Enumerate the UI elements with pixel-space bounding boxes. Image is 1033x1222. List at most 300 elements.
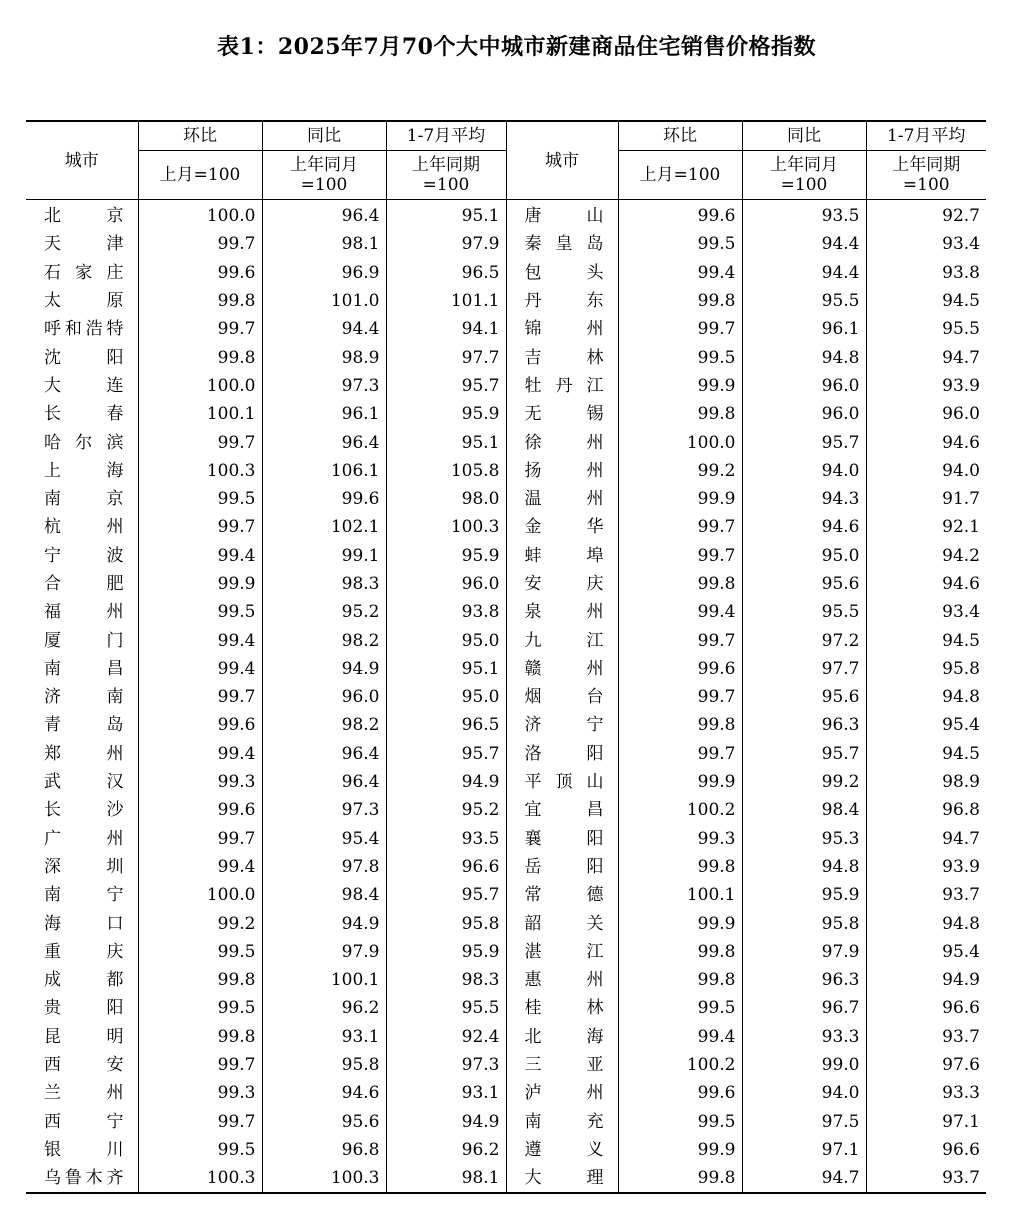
cell-mom-right: 99.8 [618, 938, 742, 966]
table-row [26, 655, 986, 683]
cell-mom-right: 99.8 [618, 711, 742, 739]
cell-avg-left: 96.0 [386, 570, 506, 598]
table-row [26, 230, 986, 258]
cell-city-right: 无锡 [506, 400, 618, 428]
cell-city-left: 重庆 [26, 938, 138, 966]
cell-yoy-right: 97.5 [742, 1108, 866, 1136]
header-mom-base-right: 上月=100 [618, 151, 742, 200]
cell-mom-right: 99.2 [618, 457, 742, 485]
cell-mom-left: 99.4 [138, 853, 262, 881]
cell-yoy-right: 94.4 [742, 259, 866, 287]
cell-avg-left: 93.5 [386, 825, 506, 853]
cell-city-right: 平顶山 [506, 768, 618, 796]
header-mom-left: 环比 [138, 121, 262, 151]
cell-city-left: 深圳 [26, 853, 138, 881]
cell-yoy-right: 95.7 [742, 740, 866, 768]
cell-city-left: 合肥 [26, 570, 138, 598]
cell-avg-right: 93.8 [942, 262, 980, 283]
cell-avg-right: 93.7 [942, 1026, 980, 1047]
cell-avg-right: 93.9 [942, 375, 980, 396]
cell-avg-left: 96.2 [386, 1136, 506, 1164]
cell-city-right: 扬州 [506, 457, 618, 485]
table-row [26, 938, 986, 966]
cell-avg-right: 93.7 [942, 885, 980, 906]
cell-yoy-right: 96.7 [742, 994, 866, 1022]
cell-avg-right: 95.4 [942, 941, 980, 962]
cell-avg-left: 95.2 [386, 796, 506, 824]
cell-mom-right: 100.2 [618, 796, 742, 824]
header-yoy-right: 同比 [742, 121, 866, 151]
cell-city-right: 烟台 [506, 683, 618, 711]
cell-avg-left: 95.8 [386, 909, 506, 937]
cell-avg-right: 96.6 [942, 998, 980, 1019]
cell-yoy-left: 96.8 [262, 1136, 386, 1164]
cell-city-left: 福州 [26, 598, 138, 626]
cell-city-right: 韶关 [506, 909, 618, 937]
table-row [26, 287, 986, 315]
cell-yoy-left: 97.3 [262, 372, 386, 400]
table-row [26, 1164, 986, 1193]
cell-avg-left: 95.9 [386, 400, 506, 428]
cell-city-left: 石家庄 [26, 259, 138, 287]
cell-avg-left: 95.1 [386, 655, 506, 683]
cell-yoy-right: 94.4 [742, 230, 866, 258]
cell-mom-left: 100.0 [138, 881, 262, 909]
cell-mom-left: 99.2 [138, 909, 262, 937]
cell-yoy-right: 95.9 [742, 881, 866, 909]
cell-avg-right: 97.1 [942, 1111, 980, 1132]
cell-avg-left: 96.5 [386, 711, 506, 739]
cell-avg-left: 97.3 [386, 1051, 506, 1079]
cell-city-left: 呼和浩特 [26, 315, 138, 343]
cell-mom-left: 99.8 [138, 1023, 262, 1051]
cell-avg-right: 94.5 [942, 743, 980, 764]
cell-city-right: 济宁 [506, 711, 618, 739]
table-row [26, 966, 986, 994]
cell-city-right: 泉州 [506, 598, 618, 626]
cell-city-right: 金华 [506, 513, 618, 541]
cell-city-right: 岳阳 [506, 853, 618, 881]
cell-city-right: 襄阳 [506, 825, 618, 853]
table-body [26, 200, 986, 1194]
cell-city-left: 宁波 [26, 542, 138, 570]
cell-city-right: 九江 [506, 626, 618, 654]
cell-avg-right: 93.4 [942, 234, 980, 255]
cell-mom-left: 100.0 [138, 200, 262, 231]
cell-mom-left: 99.4 [138, 542, 262, 570]
cell-mom-left: 99.7 [138, 1051, 262, 1079]
table-row [26, 598, 986, 626]
cell-city-left: 长春 [26, 400, 138, 428]
cell-yoy-left: 102.1 [262, 513, 386, 541]
cell-avg-right: 92.7 [942, 206, 980, 227]
cell-avg-left: 95.9 [386, 542, 506, 570]
cell-yoy-left: 97.3 [262, 796, 386, 824]
cell-mom-left: 99.7 [138, 230, 262, 258]
cell-yoy-right: 93.5 [742, 200, 866, 231]
table-row [26, 315, 986, 343]
table-row [26, 570, 986, 598]
cell-yoy-left: 96.9 [262, 259, 386, 287]
cell-avg-right: 94.8 [942, 687, 980, 708]
cell-city-left: 乌鲁木齐 [26, 1164, 138, 1193]
cell-mom-left: 99.5 [138, 598, 262, 626]
cell-city-left: 南宁 [26, 881, 138, 909]
cell-mom-right: 99.8 [618, 570, 742, 598]
cell-yoy-left: 98.4 [262, 881, 386, 909]
table-row [26, 542, 986, 570]
table-row [26, 881, 986, 909]
cell-mom-left: 99.7 [138, 825, 262, 853]
cell-mom-right: 99.7 [618, 513, 742, 541]
cell-yoy-left: 94.9 [262, 909, 386, 937]
header-yoy-base-right: 上年同月 =100 [742, 151, 866, 200]
cell-city-right: 泸州 [506, 1079, 618, 1107]
cell-yoy-left: 99.6 [262, 485, 386, 513]
cell-mom-left: 99.7 [138, 428, 262, 456]
cell-yoy-right: 95.5 [742, 287, 866, 315]
cell-mom-left: 99.5 [138, 1136, 262, 1164]
cell-yoy-left: 95.2 [262, 598, 386, 626]
cell-city-left: 太原 [26, 287, 138, 315]
cell-yoy-left: 96.1 [262, 400, 386, 428]
cell-yoy-right: 97.1 [742, 1136, 866, 1164]
header-yoy-left: 同比 [262, 121, 386, 151]
cell-avg-right: 94.7 [942, 347, 980, 368]
table-row [26, 343, 986, 371]
table-row [26, 372, 986, 400]
cell-avg-left: 93.1 [386, 1079, 506, 1107]
cell-mom-right: 99.5 [618, 994, 742, 1022]
cell-yoy-left: 94.6 [262, 1079, 386, 1107]
cell-city-right: 吉林 [506, 343, 618, 371]
cell-mom-right: 100.2 [618, 1051, 742, 1079]
cell-city-left: 海口 [26, 909, 138, 937]
cell-avg-right: 96.8 [942, 800, 980, 821]
cell-yoy-right: 95.3 [742, 825, 866, 853]
cell-yoy-left: 99.1 [262, 542, 386, 570]
cell-yoy-right: 95.6 [742, 683, 866, 711]
cell-mom-right: 100.1 [618, 881, 742, 909]
cell-avg-right: 94.5 [942, 630, 980, 651]
cell-avg-left: 95.9 [386, 938, 506, 966]
cell-city-right: 遵义 [506, 1136, 618, 1164]
cell-yoy-left: 95.6 [262, 1108, 386, 1136]
cell-avg-right: 95.8 [942, 658, 980, 679]
cell-mom-right: 99.7 [618, 542, 742, 570]
header-avg-base-right: 上年同期 =100 [866, 151, 986, 200]
cell-mom-right: 99.9 [618, 768, 742, 796]
cell-yoy-left: 97.9 [262, 938, 386, 966]
cell-mom-left: 99.4 [138, 740, 262, 768]
cell-yoy-left: 101.0 [262, 287, 386, 315]
cell-mom-right: 99.4 [618, 1023, 742, 1051]
cell-yoy-right: 93.3 [742, 1023, 866, 1051]
cell-mom-right: 99.8 [618, 853, 742, 881]
cell-yoy-right: 95.7 [742, 428, 866, 456]
cell-mom-right: 99.5 [618, 1108, 742, 1136]
cell-yoy-right: 94.0 [742, 457, 866, 485]
cell-mom-right: 99.9 [618, 485, 742, 513]
cell-avg-left: 94.9 [386, 1108, 506, 1136]
table-row [26, 711, 986, 739]
cell-mom-left: 100.3 [138, 457, 262, 485]
cell-mom-left: 99.5 [138, 994, 262, 1022]
cell-mom-left: 99.4 [138, 626, 262, 654]
cell-city-left: 西宁 [26, 1108, 138, 1136]
cell-city-left: 长沙 [26, 796, 138, 824]
cell-city-right: 桂林 [506, 994, 618, 1022]
cell-mom-left: 99.3 [138, 768, 262, 796]
cell-mom-right: 99.4 [618, 598, 742, 626]
cell-yoy-right: 94.0 [742, 1079, 866, 1107]
cell-avg-left: 94.1 [386, 315, 506, 343]
table-row [26, 428, 986, 456]
cell-mom-left: 100.1 [138, 400, 262, 428]
cell-avg-right: 96.0 [942, 404, 980, 425]
table-row [26, 200, 986, 231]
cell-yoy-right: 96.3 [742, 711, 866, 739]
cell-yoy-left: 96.2 [262, 994, 386, 1022]
cell-avg-left: 98.1 [386, 1164, 506, 1193]
cell-city-right: 安庆 [506, 570, 618, 598]
cell-mom-right: 99.6 [618, 200, 742, 231]
cell-city-left: 南京 [26, 485, 138, 513]
cell-mom-right: 99.9 [618, 1136, 742, 1164]
cell-city-right: 南充 [506, 1108, 618, 1136]
cell-city-right: 徐州 [506, 428, 618, 456]
cell-avg-left: 93.8 [386, 598, 506, 626]
cell-avg-left: 105.8 [386, 457, 506, 485]
cell-city-left: 兰州 [26, 1079, 138, 1107]
cell-mom-right: 99.7 [618, 740, 742, 768]
cell-yoy-right: 96.0 [742, 400, 866, 428]
cell-avg-right: 93.4 [942, 602, 980, 623]
cell-avg-right: 95.5 [942, 319, 980, 340]
cell-yoy-left: 93.1 [262, 1023, 386, 1051]
cell-yoy-right: 94.8 [742, 853, 866, 881]
cell-mom-left: 99.6 [138, 711, 262, 739]
cell-yoy-left: 95.4 [262, 825, 386, 853]
cell-city-left: 上海 [26, 457, 138, 485]
cell-avg-right: 93.3 [942, 1083, 980, 1104]
table-row [26, 740, 986, 768]
cell-city-left: 西安 [26, 1051, 138, 1079]
cell-mom-left: 99.8 [138, 287, 262, 315]
cell-mom-right: 99.4 [618, 259, 742, 287]
header-avg-base-left: 上年同期 =100 [386, 151, 506, 200]
cell-mom-right: 100.0 [618, 428, 742, 456]
cell-yoy-left: 96.4 [262, 768, 386, 796]
cell-city-right: 洛阳 [506, 740, 618, 768]
cell-city-left: 青岛 [26, 711, 138, 739]
cell-mom-right: 99.6 [618, 1079, 742, 1107]
table-row [26, 513, 986, 541]
cell-yoy-right: 98.4 [742, 796, 866, 824]
cell-city-left: 贵阳 [26, 994, 138, 1022]
cell-yoy-left: 94.9 [262, 655, 386, 683]
cell-mom-left: 99.8 [138, 343, 262, 371]
cell-mom-right: 99.7 [618, 683, 742, 711]
cell-city-right: 丹东 [506, 287, 618, 315]
cell-yoy-right: 97.2 [742, 626, 866, 654]
cell-city-left: 武汉 [26, 768, 138, 796]
cell-yoy-left: 106.1 [262, 457, 386, 485]
cell-avg-left: 96.6 [386, 853, 506, 881]
cell-mom-right: 99.9 [618, 372, 742, 400]
cell-yoy-left: 100.3 [262, 1164, 386, 1193]
cell-city-left: 南昌 [26, 655, 138, 683]
cell-avg-left: 92.4 [386, 1023, 506, 1051]
cell-city-left: 沈阳 [26, 343, 138, 371]
cell-yoy-left: 98.2 [262, 626, 386, 654]
table-row [26, 457, 986, 485]
cell-mom-right: 99.6 [618, 655, 742, 683]
cell-yoy-right: 95.0 [742, 542, 866, 570]
cell-mom-left: 100.0 [138, 372, 262, 400]
cell-avg-right: 94.0 [942, 460, 980, 481]
cell-yoy-right: 94.3 [742, 485, 866, 513]
cell-avg-right: 98.9 [942, 772, 980, 793]
cell-avg-right: 94.7 [942, 828, 980, 849]
cell-avg-right: 95.4 [942, 715, 980, 736]
cell-avg-left: 95.7 [386, 740, 506, 768]
cell-yoy-right: 95.6 [742, 570, 866, 598]
cell-avg-left: 100.3 [386, 513, 506, 541]
cell-yoy-left: 98.2 [262, 711, 386, 739]
cell-yoy-right: 96.3 [742, 966, 866, 994]
cell-city-left: 大连 [26, 372, 138, 400]
cell-mom-right: 99.8 [618, 966, 742, 994]
table-row [26, 768, 986, 796]
cell-city-right: 唐山 [506, 200, 618, 231]
cell-avg-right: 94.6 [942, 432, 980, 453]
cell-city-right: 秦皇岛 [506, 230, 618, 258]
cell-yoy-left: 98.9 [262, 343, 386, 371]
cell-city-right: 北海 [506, 1023, 618, 1051]
cell-city-right: 蚌埠 [506, 542, 618, 570]
cell-avg-left: 98.0 [386, 485, 506, 513]
cell-avg-right: 94.5 [942, 291, 980, 312]
cell-mom-left: 99.3 [138, 1079, 262, 1107]
cell-avg-left: 97.9 [386, 230, 506, 258]
cell-avg-right: 94.6 [942, 574, 980, 594]
cell-avg-left: 95.0 [386, 626, 506, 654]
cell-mom-right: 99.5 [618, 343, 742, 371]
cell-yoy-left: 100.1 [262, 966, 386, 994]
cell-yoy-left: 94.4 [262, 315, 386, 343]
cell-mom-left: 99.8 [138, 966, 262, 994]
cell-city-right: 宜昌 [506, 796, 618, 824]
table-row [26, 683, 986, 711]
cell-city-right: 包头 [506, 259, 618, 287]
cell-city-right: 湛江 [506, 938, 618, 966]
cell-city-right: 大理 [506, 1164, 618, 1193]
table-row [26, 626, 986, 654]
table-row [26, 1079, 986, 1107]
cell-mom-left: 99.4 [138, 655, 262, 683]
cell-mom-left: 99.5 [138, 938, 262, 966]
cell-mom-left: 99.7 [138, 513, 262, 541]
cell-mom-right: 99.8 [618, 1164, 742, 1193]
cell-mom-left: 99.7 [138, 1108, 262, 1136]
cell-yoy-left: 96.0 [262, 683, 386, 711]
cell-yoy-left: 96.4 [262, 740, 386, 768]
cell-yoy-left: 97.8 [262, 853, 386, 881]
cell-avg-left: 94.9 [386, 768, 506, 796]
header-city-left: 城市 [26, 121, 138, 200]
cell-yoy-right: 95.5 [742, 598, 866, 626]
cell-city-left: 北京 [26, 200, 138, 231]
cell-yoy-left: 98.1 [262, 230, 386, 258]
cell-mom-right: 99.8 [618, 400, 742, 428]
table-row [26, 994, 986, 1022]
cell-yoy-left: 98.3 [262, 570, 386, 598]
cell-yoy-left: 95.8 [262, 1051, 386, 1079]
cell-city-left: 杭州 [26, 513, 138, 541]
header-mom-right: 环比 [618, 121, 742, 151]
table-row [26, 1051, 986, 1079]
header-avg-right: 1-7月平均 [866, 121, 986, 151]
table-row [26, 400, 986, 428]
cell-yoy-left: 96.4 [262, 428, 386, 456]
cell-avg-right: 91.7 [942, 489, 980, 510]
cell-city-left: 银川 [26, 1136, 138, 1164]
cell-mom-right: 99.7 [618, 315, 742, 343]
cell-city-right: 锦州 [506, 315, 618, 343]
cell-avg-right: 94.9 [942, 970, 980, 991]
header-avg-left: 1-7月平均 [386, 121, 506, 151]
cell-mom-right: 99.3 [618, 825, 742, 853]
cell-city-right: 三亚 [506, 1051, 618, 1079]
cell-yoy-right: 97.7 [742, 655, 866, 683]
cell-yoy-right: 99.2 [742, 768, 866, 796]
cell-mom-left: 99.6 [138, 796, 262, 824]
cell-avg-left: 95.1 [386, 200, 506, 231]
cell-city-right: 惠州 [506, 966, 618, 994]
cell-avg-left: 95.7 [386, 881, 506, 909]
cell-avg-left: 95.1 [386, 428, 506, 456]
cell-mom-left: 99.6 [138, 259, 262, 287]
table-row [26, 1136, 986, 1164]
cell-city-left: 厦门 [26, 626, 138, 654]
header-mom-base-left: 上月=100 [138, 151, 262, 200]
cell-mom-left: 99.5 [138, 485, 262, 513]
cell-avg-right: 97.6 [942, 1055, 980, 1076]
cell-avg-right: 94.2 [942, 545, 980, 566]
cell-avg-left: 95.0 [386, 683, 506, 711]
table-row [26, 259, 986, 287]
cell-city-right: 牡丹江 [506, 372, 618, 400]
cell-city-left: 哈尔滨 [26, 428, 138, 456]
cell-city-left: 天津 [26, 230, 138, 258]
cell-avg-left: 98.3 [386, 966, 506, 994]
cell-yoy-right: 99.0 [742, 1051, 866, 1079]
cell-avg-left: 96.5 [386, 259, 506, 287]
cell-mom-left: 99.7 [138, 683, 262, 711]
cell-avg-left: 95.7 [386, 372, 506, 400]
cell-mom-right: 99.7 [618, 626, 742, 654]
cell-mom-left: 99.9 [138, 570, 262, 598]
cell-city-left: 广州 [26, 825, 138, 853]
header-city-right: 城市 [506, 121, 618, 200]
cell-city-left: 济南 [26, 683, 138, 711]
cell-avg-right: 94.8 [942, 913, 980, 934]
cell-yoy-right: 97.9 [742, 938, 866, 966]
cell-city-left: 郑州 [26, 740, 138, 768]
header-yoy-base-left: 上年同月 =100 [262, 151, 386, 200]
cell-avg-right: 96.6 [942, 1139, 980, 1160]
